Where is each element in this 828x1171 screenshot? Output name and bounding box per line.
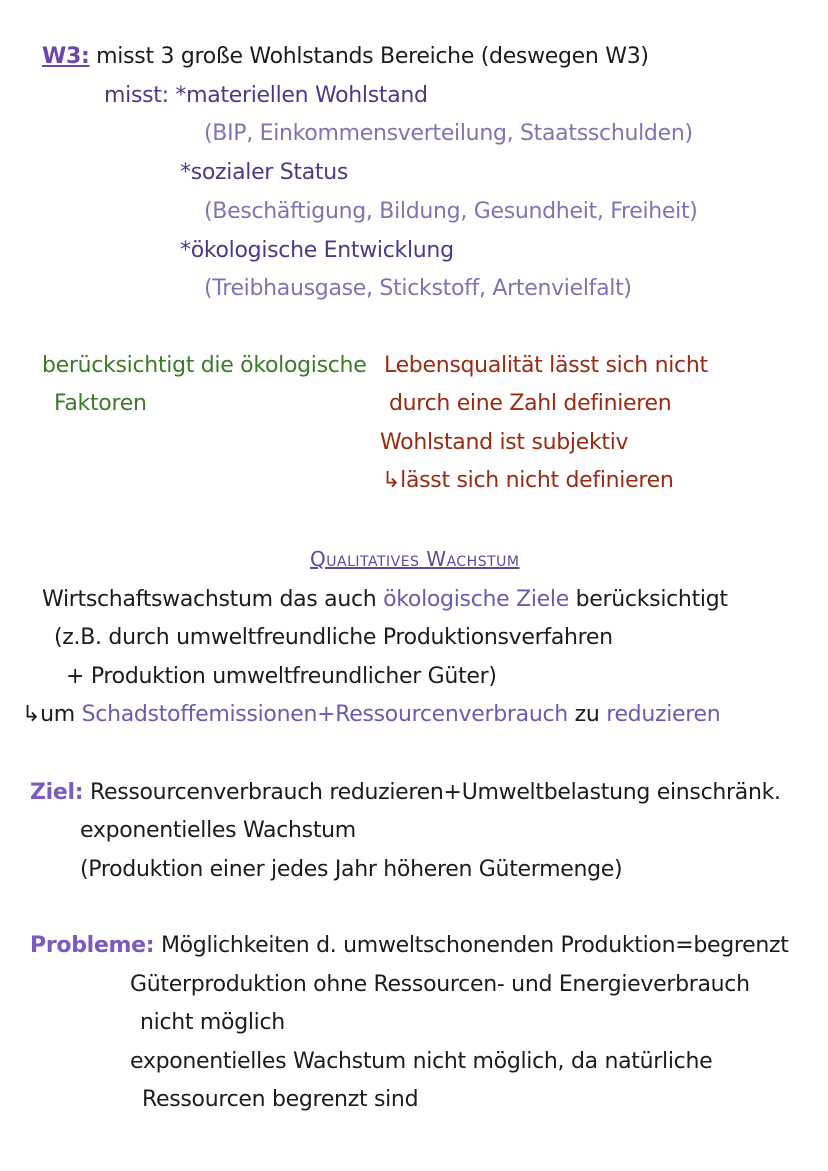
probleme-line-3: nicht möglich (140, 1010, 285, 1035)
w3-item-sozial-detail: (Beschäftigung, Bildung, Gesundheit, Freiheit) (204, 199, 698, 224)
probleme-line-4: exponentielles Wachstum nicht möglich, da natürliche (130, 1049, 713, 1074)
w3-item-materiell: *materiellen Wohlstand (175, 83, 428, 108)
ziel-line-1 (30, 778, 781, 808)
qualitatives-line-4 (22, 700, 720, 730)
qualitatives-wachstum-heading: Qualitatives Wachstum (310, 547, 520, 571)
qualitatives-line-4-highlight: Schadstoffemissionen+Ressourcenverbrauch (81, 702, 568, 727)
qualitatives-line-1-a: Wirtschaftswachstum das auch (42, 587, 384, 612)
pro-line-1: berücksichtigt die ökologische (42, 353, 367, 378)
w3-intro-line (42, 42, 649, 72)
probleme-line-1 (30, 931, 789, 961)
w3-misst-line (104, 81, 428, 111)
w3-label: W3: (42, 44, 90, 69)
w3-item-oekologisch: *ökologische Entwicklung (180, 238, 454, 263)
ziel-line-3: (Produktion einer jedes Jahr höheren Gütermenge) (80, 857, 623, 882)
probleme-line-2: Güterproduktion ohne Ressourcen- und Energieverbrauch (130, 972, 750, 997)
qualitatives-line-1-c: berücksichtigt (568, 587, 728, 612)
ziel-label: Ziel: (30, 780, 84, 805)
probleme-label: Probleme: (30, 933, 155, 958)
w3-intro-text: misst 3 große Wohlstands Bereiche (deswegen W3) (89, 44, 649, 69)
probleme-line-5: Ressourcen begrenzt sind (142, 1087, 419, 1112)
qualitatives-line-4-highlight-2: reduzieren (606, 702, 721, 727)
pro-line-2: Faktoren (54, 391, 147, 416)
w3-item-sozial: *sozialer Status (180, 160, 349, 185)
ziel-line-2: exponentielles Wachstum (80, 818, 356, 843)
w3-item-materiell-detail: (BIP, Einkommensverteilung, Staatsschulden) (204, 121, 693, 146)
qualitatives-line-4-c: zu (567, 702, 607, 727)
qualitatives-line-4-a: ↳um (22, 702, 82, 727)
w3-misst-label: misst: (104, 83, 176, 108)
qualitatives-line-1 (42, 585, 728, 615)
probleme-line-1-text: Möglichkeiten d. umweltschonenden Produktion=begrenzt (154, 933, 789, 958)
ziel-line-1-text: Ressourcenverbrauch reduzieren+Umweltbelastung einschränk. (83, 780, 781, 805)
qualitatives-line-2: (z.B. durch umweltfreundliche Produktionsverfahren (54, 625, 613, 650)
contra-line-3: Wohlstand ist subjektiv (380, 430, 629, 455)
contra-line-1: Lebensqualität lässt sich nicht (384, 353, 708, 378)
qualitatives-line-3: + Produktion umweltfreundlicher Güter) (66, 664, 497, 689)
w3-item-oekologisch-detail: (Treibhausgase, Stickstoff, Artenvielfalt) (204, 276, 632, 301)
qualitatives-line-1-highlight: ökologische Ziele (383, 587, 569, 612)
contra-line-4: ↳lässt sich nicht definieren (382, 468, 674, 493)
contra-line-2: durch eine Zahl definieren (389, 391, 672, 416)
